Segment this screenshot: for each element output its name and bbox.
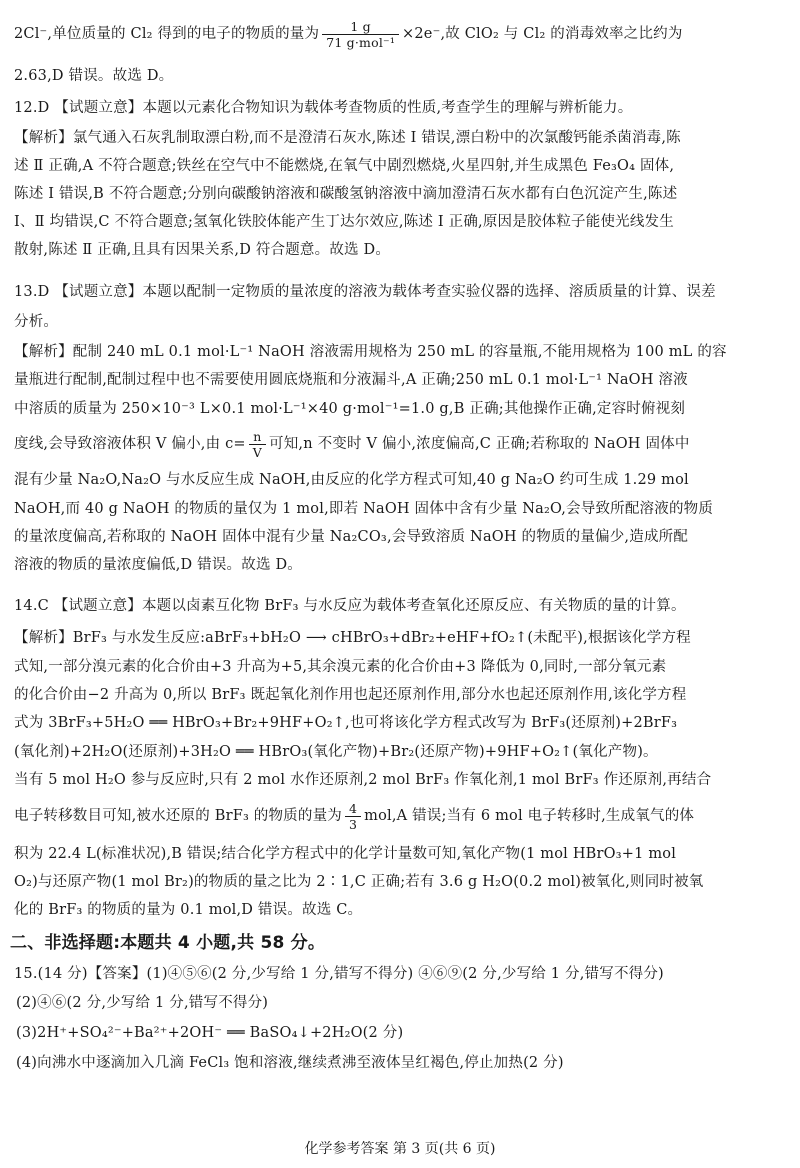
text-line: NaOH,而 40 g NaOH 的物质的量仅为 1 mol,即若 NaOH 固体中含有少量 Na₂O,会导致所配溶液的物质 (14, 501, 714, 517)
text-line: 的化合价由−2 升高为 0,所以 BrF₃ 既起氧化剂作用也起还原剂作用,部分水也起还原剂作用,该化学方程 (14, 687, 687, 703)
text-line: 溶液的物质的量浓度偏低,D 错误。故选 D。 (14, 557, 302, 573)
text-line: 2.63,D 错误。故选 D。 (14, 68, 174, 84)
text-line: 式知,一部分溴元素的化合价由+3 升高为+5,其余溴元素的化合价由+3 降低为 0,同时,一部分氧元素 (14, 659, 667, 675)
question-14-title: 14.C 【试题立意】本题以卤素互化物 BrF₃ 与水反应为载体考查氧化还原反应、有关物质的量的计算。 (14, 598, 686, 614)
text-line: 当有 5 mol H₂O 参与反应时,只有 2 mol 水作还原剂,2 mol BrF₃ 作氧化剂,1 mol BrF₃ 作还原剂,再结合 (14, 772, 712, 788)
section-heading: 二、非选择题:本题共 4 小题,共 58 分。 (10, 933, 326, 953)
text-line: 积为 22.4 L(标准状况),B 错误;结合化学方程式中的化学计量数可知,氧化产物(1 mol HBrO₃+1 mol (14, 846, 677, 862)
question-15-title: 15.(14 分)【答案】(1)④⑤⑥(2 分,少写给 1 分,错写不得分) ④⑥⑨(2 分,少写给 1 分,错写不得分) (14, 966, 664, 982)
text-line: (4)向沸水中逐滴加入几滴 FeCl₃ 饱和溶液,继续煮沸至液体呈红褐色,停止加热(2 分) (16, 1055, 564, 1071)
text-line: 分析。 (14, 314, 59, 330)
page-footer: 化学参考答案 第 3 页(共 6 页) (304, 1141, 496, 1157)
text-line: 2Cl⁻,单位质量的 Cl₂ 得到的电子的物质的量为 $\frac{1 g}{\text{71 g·mol⁻¹}}$ ×2e⁻,故 ClO₂ 与 Cl₂ 的消毒效率之比约为 (14, 18, 683, 50)
text-line: Ⅰ、Ⅱ 均错误,C 不符合题意;氢氧化铁胶体能产生丁达尔效应,陈述 Ⅰ 正确,原因是胶体粒子能使光线发生 (14, 214, 674, 230)
text-line: 【解析】氯气通入石灰乳制取漂白粉,而不是澄清石灰水,陈述 Ⅰ 错误,漂白粉中的次氯酸钙能杀菌消毒,陈 (14, 130, 681, 146)
text-line: 【解析】BrF₃ 与水发生反应:aBrF₃+bH₂O ⟶ cHBrO₃+dBr₂+eHF+fO₂↑(未配平),根据该化学方程 (14, 630, 691, 646)
text-line: 述 Ⅱ 正确,A 不符合题意;铁丝在空气中不能燃烧,在氧气中剧烈燃烧,火星四射,并生成黑色 Fe₃O₄ 固体, (14, 158, 675, 174)
text-line: O₂)与还原产物(1 mol Br₂)的物质的量之比为 2∶1,C 正确;若有 3.6 g H₂O(0.2 mol)被氧化,则同时被氧 (14, 874, 704, 890)
text-line: 电子转移数目可知,被水还原的 BrF₃ 的物质的量为 $\frac{4}{3}$ mol,A 错误;当有 6 mol 电子转移时,生成氧气的体 (14, 800, 695, 832)
question-12-title: 12.D 【试题立意】本题以元素化合物知识为载体考查物质的性质,考查学生的理解与辨析能力。 (14, 100, 633, 116)
question-13-title: 13.D 【试题立意】本题以配制一定物质的量浓度的溶液为载体考查实验仪器的选择、溶质质量的计算、误差 (14, 284, 716, 300)
text-line: (2)④⑥(2 分,少写给 1 分,错写不得分) (16, 995, 269, 1011)
fraction: $\frac{4}{3}$ (345, 801, 361, 832)
fraction: $\frac{n}{V}$ (249, 429, 266, 460)
text-line: (3)2H⁺+SO₄²⁻+Ba²⁺+2OH⁻ ══ BaSO₄↓+2H₂O(2 分) (16, 1025, 404, 1041)
text-line: 【解析】配制 240 mL 0.1 mol·L⁻¹ NaOH 溶液需用规格为 250 mL 的容量瓶,不能用规格为 100 mL 的容 (14, 344, 727, 360)
text-line: 陈述 Ⅰ 错误,B 不符合题意;分别向碳酸钠溶液和碳酸氢钠溶液中滴加澄清石灰水都有白色沉淀产生,陈述 (14, 186, 678, 202)
text-line: 混有少量 Na₂O,Na₂O 与水反应生成 NaOH,由反应的化学方程式可知,40 g Na₂O 约可生成 1.29 mol (14, 472, 689, 488)
text-line: 散射,陈述 Ⅱ 正确,且具有因果关系,D 符合题意。故选 D。 (14, 242, 391, 258)
text-line: 度线,会导致溶液体积 V 偏小,由 c= $\frac{n}{V}$ 可知,n 不变时 V 偏小,浓度偏高,C 正确;若称取的 NaOH 固体中 (14, 428, 690, 460)
text-line: 中溶质的质量为 250×10⁻³ L×0.1 mol·L⁻¹×40 g·mol⁻¹=1.0 g,B 正确;其他操作正确,定容时俯视刻 (14, 401, 686, 417)
text-line: 量瓶进行配制,配制过程中也不需要使用圆底烧瓶和分液漏斗,A 正确;250 mL 0.1 mol·L⁻¹ NaOH 溶液 (14, 372, 688, 388)
text-line: 化的 BrF₃ 的物质的量为 0.1 mol,D 错误。故选 C。 (14, 902, 363, 918)
text-line: (氧化剂)+2H₂O(还原剂)+3H₂O ══ HBrO₃(氧化产物)+Br₂(还原产物)+9HF+O₂↑(氧化产物)。 (14, 744, 658, 760)
text-line: 的量浓度偏高,若称取的 NaOH 固体中混有少量 Na₂CO₃,会导致溶质 NaOH 的物质的量偏少,造成所配 (14, 529, 689, 545)
fraction: $\frac{1 g}{\text{71 g·mol⁻¹}}$ (322, 19, 399, 50)
text-line: 式为 3BrF₃+5H₂O ══ HBrO₃+Br₂+9HF+O₂↑,也可将该化学方程式改写为 BrF₃(还原剂)+2BrF₃ (14, 715, 678, 731)
